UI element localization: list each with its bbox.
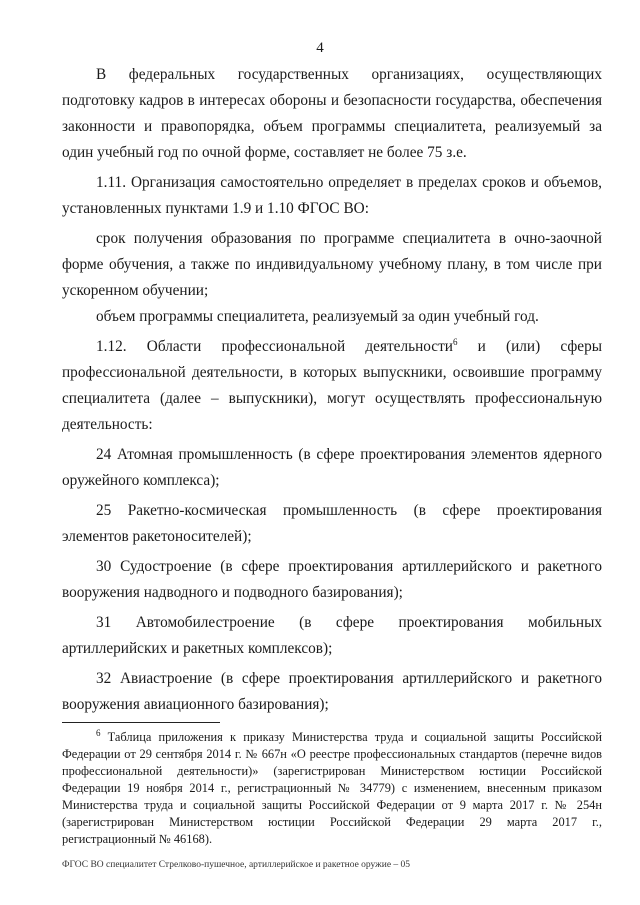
section-112-lead: 1.12. Области профессиональной деятельности	[96, 338, 453, 355]
footnote-text: Таблица приложения к приказу Министерства труда и социальной защиты Российской Федерации от 29 сентября 2014 г. № 667н «О реестре профессиональных стандартов (перечне видов профессиональной деятельности)» (зарегистрирован Министерством юстиции Российской Федерации 19 ноября 2014 г., регистрационный № 34779) с изменением, внесенным приказом Министерства труда и социальной защиты Российской Федерации от 9 марта 2017 г. № 254н (зарегистрирован Министерством юстиции Российской Федерации 29 марта 2017 г., регистрационный № 46168).	[62, 730, 602, 846]
paragraph-1-11: 1.11. Организация самостоятельно определяет в пределах сроков и объемов, установленных пунктами 1.9 и 1.10 ФГОС ВО:	[62, 174, 602, 217]
paragraph-1-12	[62, 334, 602, 438]
area-item-25: 25 Ракетно-космическая промышленность (в сфере проектирования элементов ракетоносителей);	[62, 502, 602, 545]
area-item-31: 31 Автомобилестроение (в сфере проектирования мобильных артиллерийских и ракетных комплексов);	[62, 614, 602, 657]
paragraph-federal-organizations: В федеральных государственных организациях, осуществляющих подготовку кадров в интересах обороны и безопасности государства, обеспечения законности и правопорядка, объем программы специалитета, реализуемый за один учебный год по очной форме, составляет не более 75 з.е.	[62, 66, 602, 161]
area-item-30: 30 Судостроение (в сфере проектирования артиллерийского и ракетного вооружения надводного и подводного базирования);	[62, 558, 602, 601]
area-item-24: 24 Атомная промышленность (в сфере проектирования элементов ядерного оружейного комплекса);	[62, 446, 602, 489]
page-footer: ФГОС ВО специалитет Стрелково-пушечное, артиллерийское и ракетное оружие – 05	[62, 860, 411, 870]
paragraph-program-volume: объем программы специалитета, реализуемый за один учебный год.	[96, 308, 539, 325]
area-item-32: 32 Авиастроение (в сфере проектирования артиллерийского и ракетного вооружения авиационного базирования);	[62, 670, 602, 713]
footnote-divider	[62, 722, 220, 723]
section-112-rest: и (или) сферы профессиональной деятельности, в которых выпускники, освоившие программу специалитета (далее – выпускники), могут осуществлять профессиональную деятельность:	[62, 338, 602, 433]
footnote-reference: 6	[452, 336, 458, 347]
footnote	[62, 729, 602, 848]
main-text	[62, 62, 602, 718]
paragraph-study-period: срок получения образования по программе специалитета в очно-заочной форме обучения, а также по индивидуальному учебному плану, в том числе при ускоренном обучении;	[62, 230, 602, 299]
page-number: 4	[316, 40, 324, 56]
footnote-mark: 6	[96, 727, 101, 738]
